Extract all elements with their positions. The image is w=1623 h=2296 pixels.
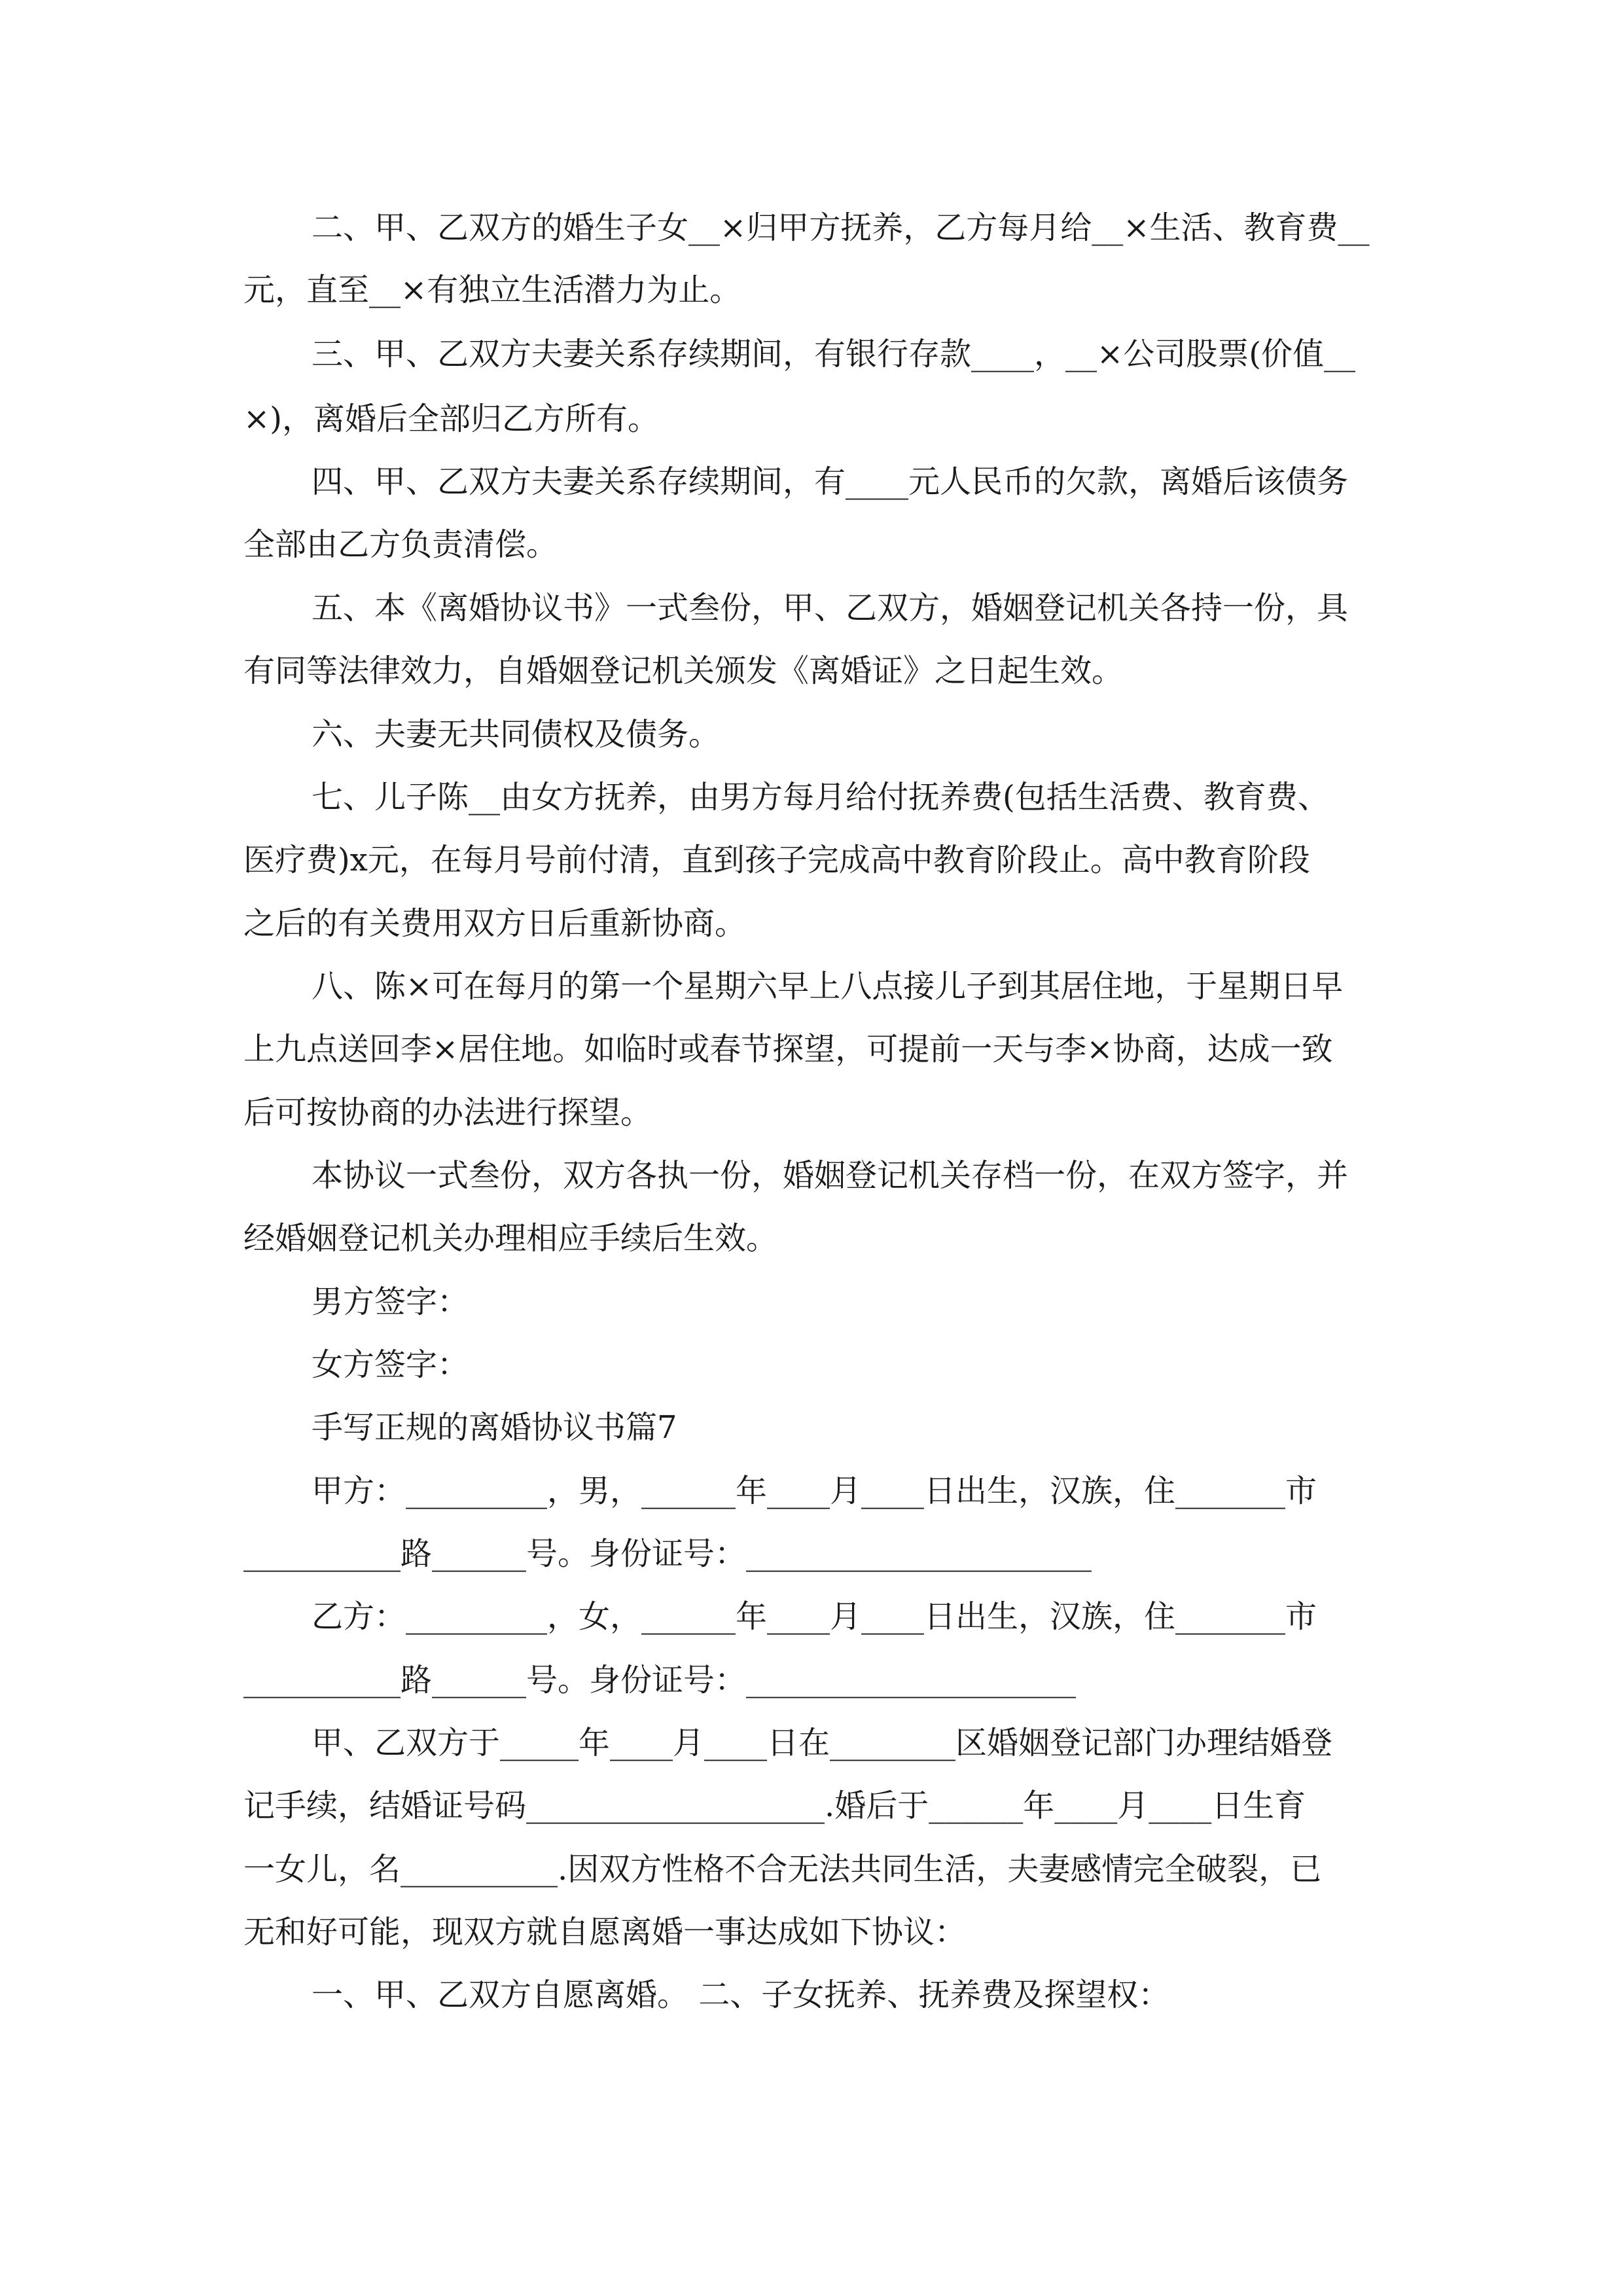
male-signature-label: 男方签字：: [312, 1283, 469, 1320]
paragraph-line: 六、夫妻无共同债权及债务。: [312, 716, 721, 753]
paragraph-line: 元，直至__×有独立生活潜力为止。: [243, 272, 741, 308]
paragraph-line: 医疗费)x元，在每月号前付清，直到孩子完成高中教育阶段止。高中教育阶段: [243, 842, 1310, 878]
party-a-line: 甲方：_________，男，______年____月____日出生，汉族，住_______市: [312, 1473, 1317, 1509]
paragraph-line: 甲、乙双方于_____年____月____日在________区婚姻登记部门办理结婚登: [312, 1725, 1333, 1761]
party-a-id-line: __________路______号。身份证号：______________________: [243, 1535, 1092, 1572]
paragraph-line: 本协议一式叁份，双方各执一份，婚姻登记机关存档一份，在双方签字，并: [312, 1157, 1349, 1194]
paragraph-line: 八、陈×可在每月的第一个星期六早上八点接儿子到其居住地，于星期日早: [312, 968, 1344, 1005]
paragraph-line: 全部由乙方负责清偿。: [243, 526, 558, 563]
paragraph-line: 一、甲、乙双方自愿离婚。 二、子女抚养、抚养费及探望权：: [312, 1977, 1170, 2013]
party-b-line: 乙方：_________，女，______年____月____日出生，汉族，住_______市: [312, 1598, 1317, 1635]
paragraph-line: 七、儿子陈__由女方抚养，由男方每月给付抚养费(包括生活费、教育费、: [312, 779, 1329, 816]
paragraph-line: 四、甲、乙双方夫妻关系存续期间，有____元人民币的欠款，离婚后该债务: [312, 463, 1349, 500]
female-signature-label: 女方签字：: [312, 1346, 469, 1383]
party-b-id-line: __________路______号。身份证号：_____________________: [243, 1662, 1077, 1698]
paragraph-line: 一女儿，名__________.因双方性格不合无法共同生活，夫妻感情完全破裂，已: [243, 1851, 1322, 1888]
paragraph-line: 二、甲、乙双方的婚生子女__×归甲方抚养，乙方每月给__×生活、教育费__: [312, 209, 1370, 246]
paragraph-line: 记手续，结婚证号码___________________.婚后于______年____月____日生育: [243, 1787, 1306, 1824]
paragraph-line: 后可按协商的办法进行探望。: [243, 1094, 652, 1131]
paragraph-line: 三、甲、乙双方夫妻关系存续期间，有银行存款____，__×公司股票(价值__: [312, 336, 1355, 372]
paragraph-line: 无和好可能，现双方就自愿离婚一事达成如下协议：: [243, 1914, 967, 1950]
paragraph-line: ×)，离婚后全部归乙方所有。: [243, 401, 659, 437]
paragraph-line: 有同等法律效力，自婚姻登记机关颁发《离婚证》之日起生效。: [243, 653, 1124, 689]
section-heading: 手写正规的离婚协议书篇7: [312, 1409, 677, 1446]
paragraph-line: 经婚姻登记机关办理相应手续后生效。: [243, 1220, 778, 1257]
paragraph-line: 之后的有关费用双方日后重新协商。: [243, 905, 747, 942]
paragraph-line: 五、本《离婚协议书》一式叁份，甲、乙双方，婚姻登记机关各持一份，具: [312, 590, 1349, 626]
paragraph-line: 上九点送回李×居住地。如临时或春节探望，可提前一天与李×协商，达成一致: [243, 1031, 1333, 1067]
